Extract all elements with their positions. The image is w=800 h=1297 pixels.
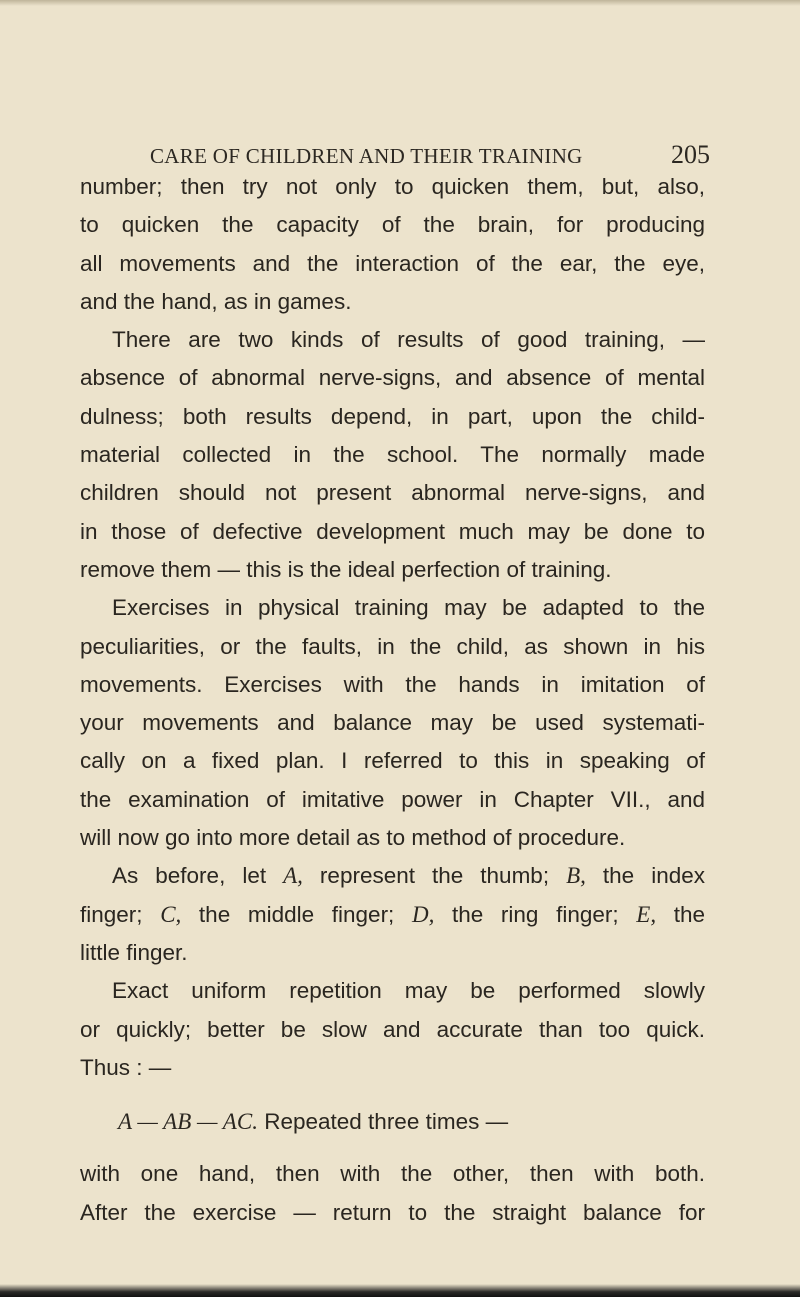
finger-variable: D, xyxy=(411,901,435,927)
paragraph-3 xyxy=(80,589,705,857)
page-number: 205 xyxy=(671,140,710,169)
formula-expression: A — AB — AC. xyxy=(118,1109,258,1135)
text-line: and the hand, as in games. xyxy=(80,288,352,314)
text-line: material collected in the school. The normally made xyxy=(80,442,705,468)
paragraph-2 xyxy=(80,321,705,589)
finger-variable: B, xyxy=(566,863,586,889)
finger-variable: E, xyxy=(636,901,657,927)
paragraph-1 xyxy=(80,168,705,321)
paragraph-4 xyxy=(80,857,705,972)
text-run: the ring finger; xyxy=(434,901,637,927)
text-run: the xyxy=(656,901,706,927)
text-line: peculiarities, or the faults, in the child, as shown in his xyxy=(80,633,705,659)
text-line: After the exercise — return to the straight balance for xyxy=(80,1199,705,1225)
text-line: movements. Exercises with the hands in imitation of xyxy=(80,671,705,697)
formula-text: Repeated three times — xyxy=(264,1109,509,1135)
running-head: CARE OF CHILDREN AND THEIR TRAINING xyxy=(150,144,583,168)
text-line: remove them — this is the ideal perfection of training. xyxy=(80,556,612,582)
text-line: all movements and the interaction of the ear, the eye, xyxy=(80,250,705,276)
exercise-formula xyxy=(80,1103,705,1141)
text-line: absence of abnormal nerve-signs, and absence of mental xyxy=(80,365,705,391)
text-run: represent the thumb; xyxy=(302,863,567,889)
finger-variable: A, xyxy=(283,863,303,889)
text-run: finger; xyxy=(80,901,161,927)
text-line: There are two kinds of results of good training, — xyxy=(112,327,705,353)
text-line: in those of defective development much may be done to xyxy=(80,518,705,544)
finger-variable: C, xyxy=(160,901,182,927)
text-line: little finger. xyxy=(80,939,188,965)
text-line: number; then try not only to quicken them, but, also, xyxy=(80,174,705,199)
text-line: Thus : — xyxy=(80,1054,172,1080)
text-line: with one hand, then with the other, then with both. xyxy=(80,1161,705,1187)
text-line: children should not present abnormal nerve-signs, and xyxy=(80,480,705,506)
text-line: to quicken the capacity of the brain, for producing xyxy=(80,212,705,238)
body-text xyxy=(80,168,705,1232)
page-bottom-edge xyxy=(0,1284,800,1297)
text-line: dulness; both results depend, in part, upon the child- xyxy=(80,403,705,429)
text-line: will now go into more detail as to method of procedure. xyxy=(80,825,626,851)
closing-paragraph xyxy=(80,1155,705,1232)
text-line: cally on a fixed plan. I referred to this in speaking of xyxy=(80,748,705,774)
text-run: the index xyxy=(585,863,705,889)
page-top-edge xyxy=(0,0,800,6)
text-line: or quickly; better be slow and accurate than too quick. xyxy=(80,1016,705,1042)
text-line: Exact uniform repetition may be performed slowly xyxy=(112,978,705,1004)
text-run: the middle finger; xyxy=(181,901,412,927)
text-line xyxy=(80,857,705,895)
paragraph-5 xyxy=(80,972,705,1087)
text-line xyxy=(80,896,705,934)
text-run: As before, let xyxy=(112,863,284,889)
text-line: your movements and balance may be used systemati- xyxy=(80,710,705,736)
text-line: the examination of imitative power in Chapter VII., and xyxy=(80,786,705,812)
text-line: Exercises in physical training may be adapted to the xyxy=(112,595,705,621)
